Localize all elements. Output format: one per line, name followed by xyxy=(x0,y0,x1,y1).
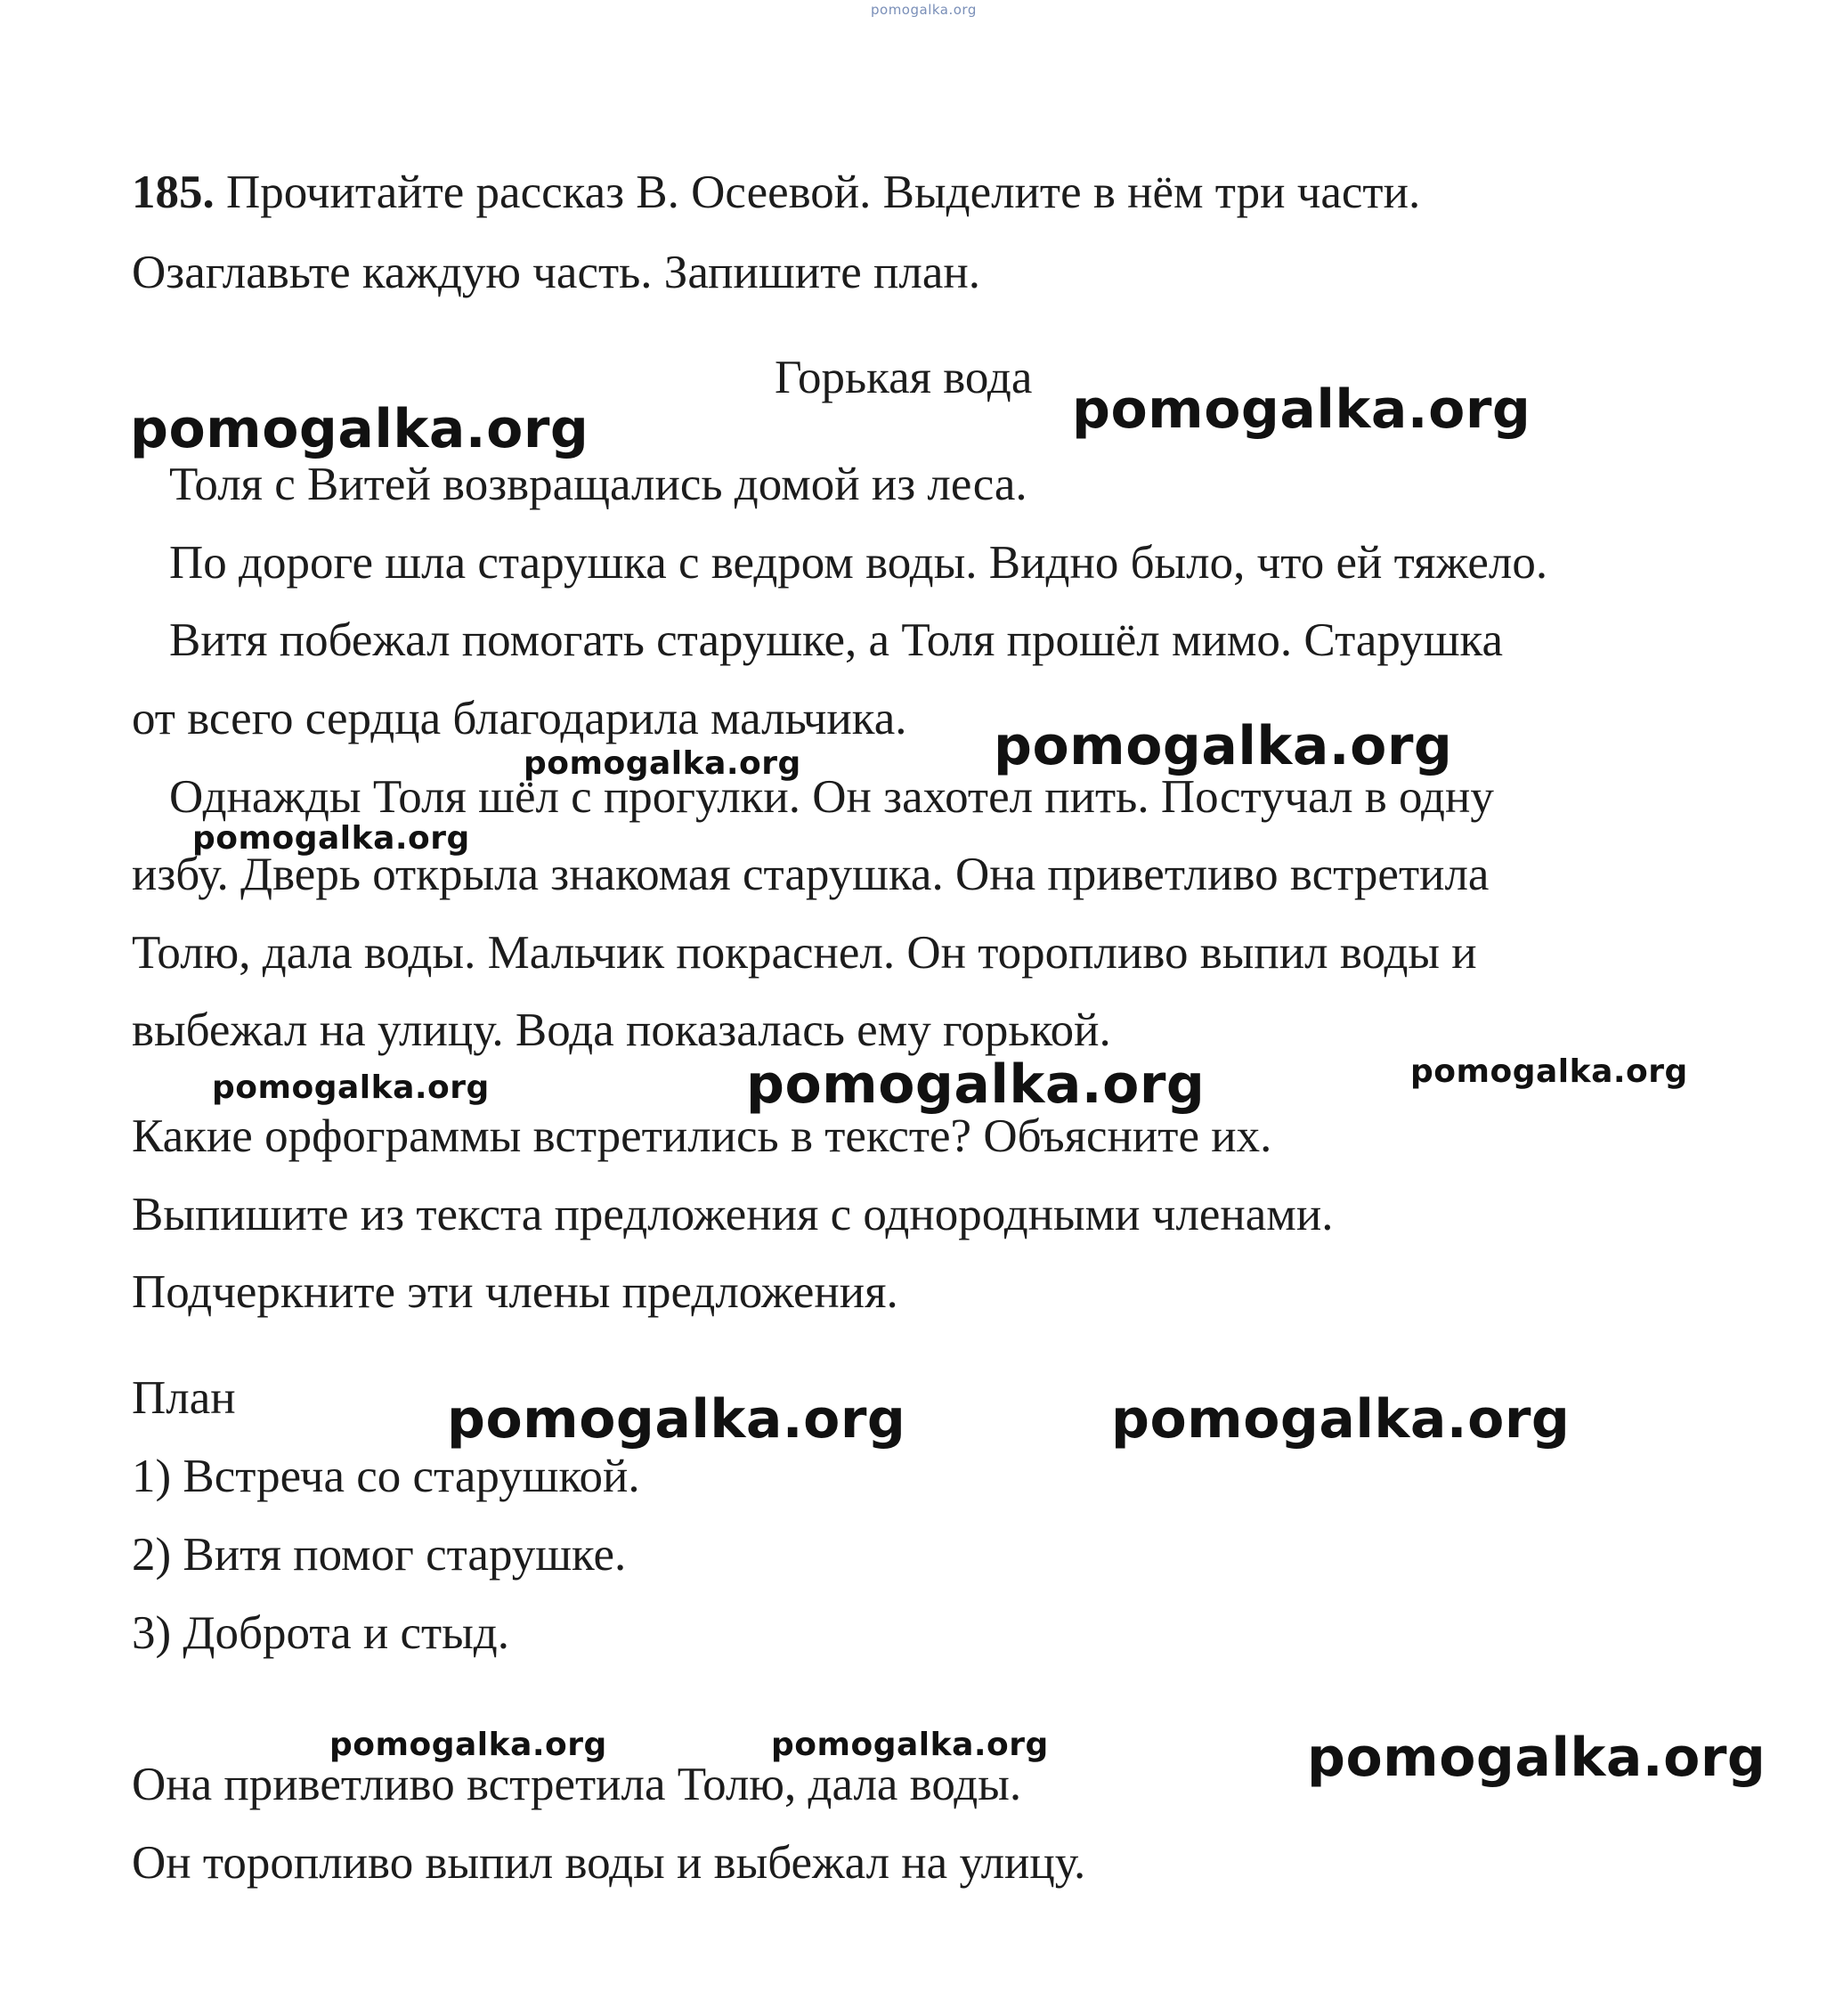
question-line: Подчеркните эти члены предложения. xyxy=(132,1266,898,1318)
watermark: pomogalka.org xyxy=(1307,1727,1766,1789)
story-line: от всего сердца благодарила мальчика. xyxy=(132,693,907,744)
story-line: выбежал на улицу. Вода показалась ему горькой. xyxy=(132,1004,1111,1056)
plan-item: 2) Витя помог старушке. xyxy=(132,1529,627,1581)
exercise-number: 185. xyxy=(132,167,215,218)
plan-heading: План xyxy=(132,1372,236,1424)
watermark: pomogalka.org xyxy=(746,1053,1206,1116)
header-watermark: pomogalka.org xyxy=(871,2,977,18)
watermark: pomogalka.org xyxy=(1410,1053,1688,1090)
watermark: pomogalka.org xyxy=(1111,1388,1571,1451)
watermark: pomogalka.org xyxy=(1072,378,1531,441)
story-title: Горькая вода xyxy=(775,352,1033,403)
watermark: pomogalka.org xyxy=(771,1727,1049,1763)
answer-sentence: Она приветливо встретила Толю, дала воды. xyxy=(132,1759,1022,1810)
question-line: Какие орфограммы встретились в тексте? Объясните их. xyxy=(132,1110,1272,1162)
story-line: Однажды Толя шёл с прогулки. Он захотел пить. Постучал в одну xyxy=(169,771,1494,823)
story-line: избу. Дверь открыла знакомая старушка. Она приветливо встретила xyxy=(132,849,1490,900)
watermark: pomogalka.org xyxy=(130,398,589,460)
question-line: Выпишите из текста предложения с однородными членами. xyxy=(132,1189,1334,1240)
story-line: Толя с Витей возвращались домой из леса. xyxy=(169,459,1027,510)
exercise-instruction-text: Прочитайте рассказ В. Осеевой. Выделите в нём три части. xyxy=(226,167,1421,218)
story-line: По дороге шла старушка с ведром воды. Видно было, что ей тяжело. xyxy=(169,537,1548,589)
watermark: pomogalka.org xyxy=(447,1388,906,1451)
watermark: pomogalka.org xyxy=(192,820,470,857)
watermark: pomogalka.org xyxy=(212,1069,490,1106)
exercise-instruction-line-2: Озаглавьте каждую часть. Запишите план. xyxy=(132,247,980,298)
watermark: pomogalka.org xyxy=(524,745,801,782)
answer-sentence: Он торопливо выпил воды и выбежал на улицу. xyxy=(132,1837,1086,1889)
plan-item: 1) Встреча со старушкой. xyxy=(132,1451,640,1502)
watermark: pomogalka.org xyxy=(329,1727,607,1763)
exercise-instruction-line-1 xyxy=(132,169,1420,216)
plan-item: 3) Доброта и стыд. xyxy=(132,1607,510,1659)
watermark: pomogalka.org xyxy=(994,715,1453,777)
story-line: Толю, дала воды. Мальчик покраснел. Он торопливо выпил воды и xyxy=(132,927,1477,979)
story-line: Витя побежал помогать старушке, а Толя прошёл мимо. Старушка xyxy=(169,614,1504,666)
